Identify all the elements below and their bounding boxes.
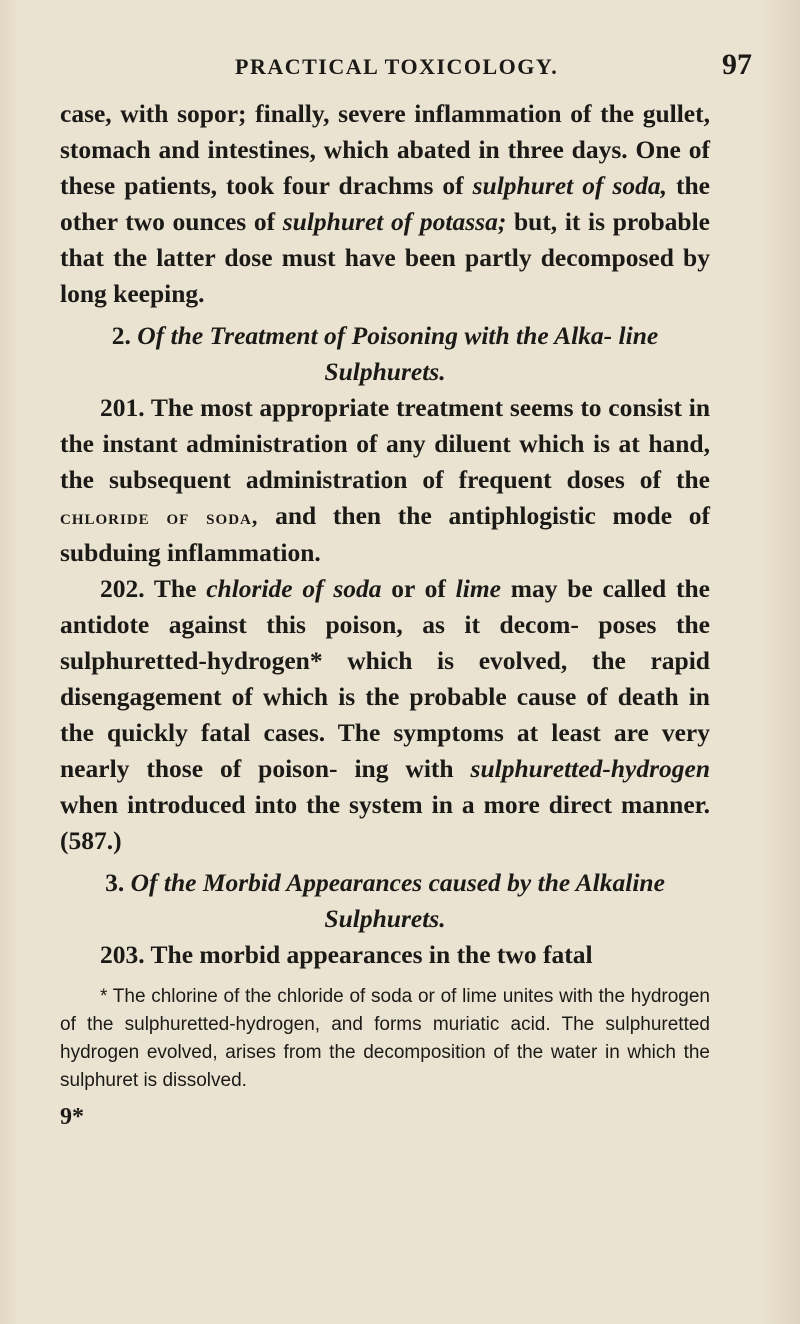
paragraph-201: 201. The most appropriate treatment seems to consist in the instant administration of any diluent which is at hand, the subsequent administration of frequent doses of the chloride of soda, and then the antiphlogistic mode of subduing inflammation. xyxy=(60,393,710,567)
section-heading-morbid: 3. Of the Morbid Appearances caused by the Alkaline Sulphurets. xyxy=(105,868,665,933)
section-heading-treatment: 2. Of the Treatment of Poisoning with the Alka- line Sulphurets. xyxy=(111,321,659,386)
paragraph-202: 202. The chloride of soda or of lime may be called the antidote against this poison, as it decom- poses the sulphuretted-hydrogen* which is evolved, the rapid disengagement of which is the probable cause of death in the quickly fatal cases. The symptoms at least are very nearly those of poison- ing with sulphuretted-hydrogen when introduced into the system in a more direct manner. (587.) xyxy=(60,574,710,855)
italic-sulphuret-soda: sulphuret of soda, xyxy=(472,171,667,200)
page-edge-shadow xyxy=(760,0,800,1324)
page-gutter-shadow xyxy=(0,0,18,1324)
page-header xyxy=(60,48,760,88)
footnote: * The chlorine of the chloride of soda or of lime unites with the hydrogen of the sulphuretted-hydrogen, and forms muriatic acid. The sulphuretted hydrogen evolved, arises from the decomposition of the water in which the sulphuret is dissolved. xyxy=(60,986,710,1091)
page-number: 97 xyxy=(722,48,752,81)
paragraph-case: case, with sopor; finally, severe inflammation of the gullet, stomach and intestines, which abated in three days. One of these patients, took four drachms of sulphuret of soda, the other two ounces of sulphuret of potassa; but, it is probable that the latter dose must have been partly decomposed by long keeping. xyxy=(60,99,710,308)
running-head: PRACTICAL TOXICOLOGY. xyxy=(235,54,559,79)
paragraph-203: 203. The morbid appearances in the two fatal xyxy=(100,940,593,969)
page-body xyxy=(60,96,710,1135)
signature-mark: 9* xyxy=(60,1104,84,1130)
smallcaps-chloride-of-soda: chloride of soda, xyxy=(60,504,259,529)
italic-sulphuret-potassa: sulphuret of potassa; xyxy=(282,207,507,236)
